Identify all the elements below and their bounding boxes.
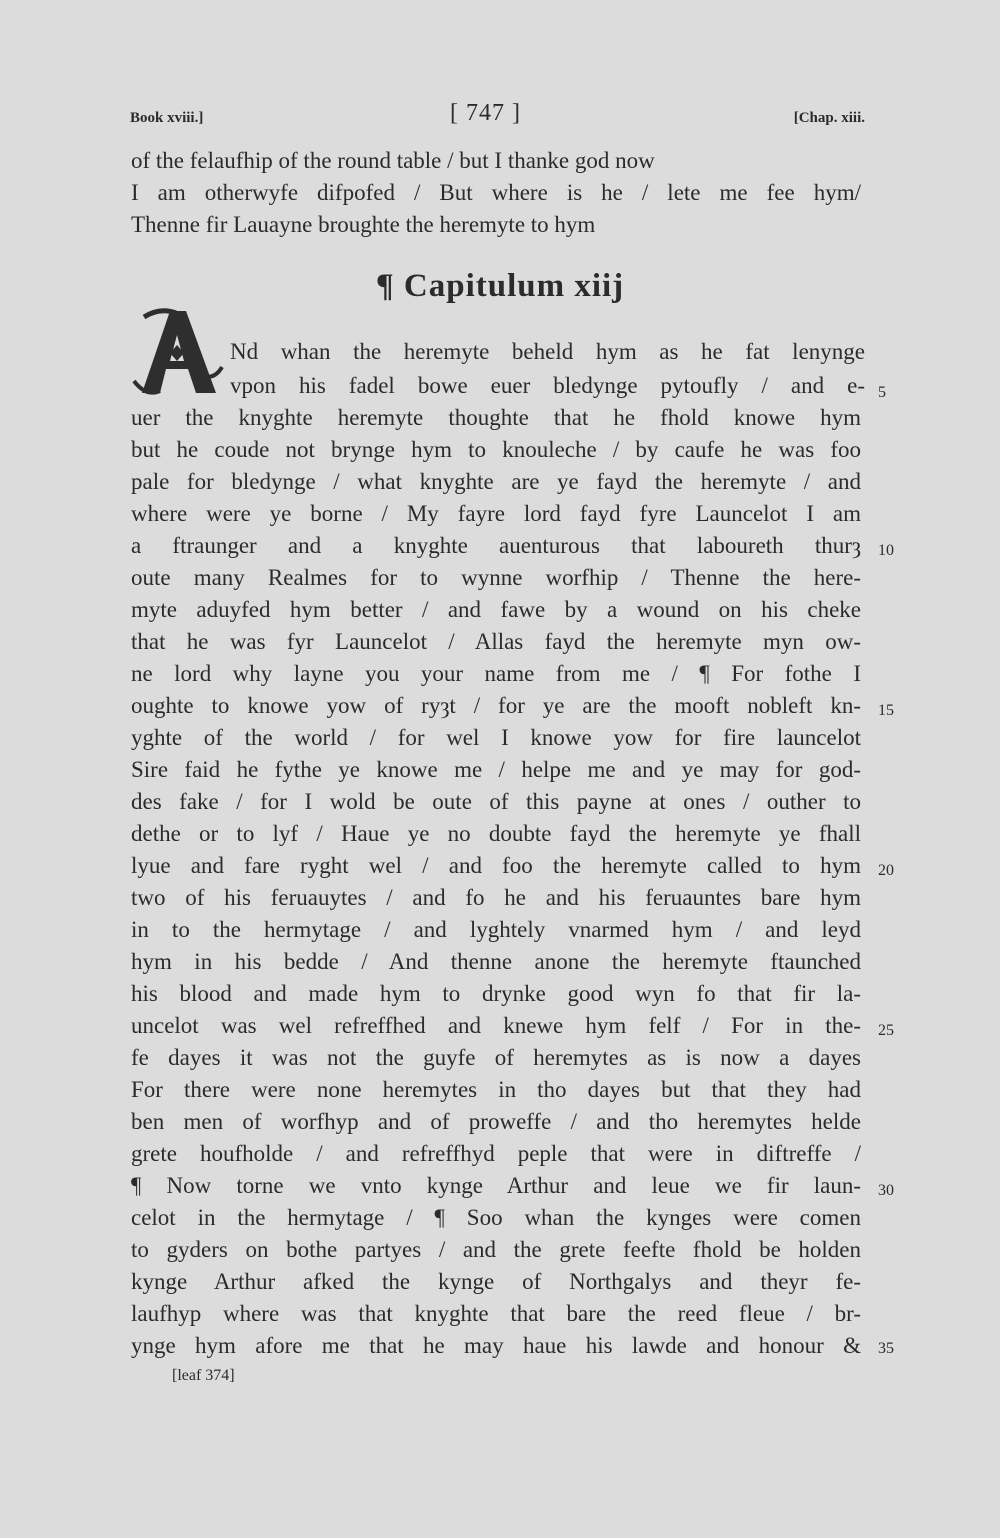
text-line: I am otherwyfe difpofed / But where is he / lete me fee hym/ xyxy=(131,180,861,205)
text-line: two of his feruauytes / and fo he and his feruauntes bare hym xyxy=(131,885,861,910)
text-line: ¶ Now torne we vnto kynge Arthur and leue we fir laun- xyxy=(131,1173,861,1198)
text-line: grete houfholde / and refreffhyd peple that were in diftreffe / xyxy=(131,1141,861,1166)
text-line: lyue and fare ryght wel / and foo the heremyte called to hym xyxy=(131,853,861,878)
text-line: fe dayes it was not the guyfe of heremytes as is now a dayes xyxy=(131,1045,861,1070)
text-line: Sire faid he fythe ye knowe me / helpe me and ye may for god- xyxy=(131,757,861,782)
text-line: oute many Realmes for to wynne worfhip / Thenne the here- xyxy=(131,565,861,590)
text-line: ne lord why layne you your name from me / ¶ For fothe I xyxy=(131,661,861,686)
text-line: des fake / for I wold be oute of this payne at ones / outher to xyxy=(131,789,861,814)
text-line: celot in the hermytage / ¶ Soo whan the kynges were comen xyxy=(131,1205,861,1230)
decorated-initial-letter xyxy=(130,305,225,395)
line-number: 20 xyxy=(878,862,894,879)
text-line: that he was fyr Launcelot / Allas fayd the heremyte myn ow- xyxy=(131,629,861,654)
chapter-heading: ¶ Capitulum xiij xyxy=(375,268,625,304)
line-number: 30 xyxy=(878,1182,894,1199)
text-line: where were ye borne / My fayre lord fayd fyre Launcelot I am xyxy=(131,501,861,526)
text-line: vpon his fadel bowe euer bledynge pytoufly / and e- xyxy=(230,373,865,398)
text-line: to gyders on bothe partyes / and the grete feefte fhold be holden xyxy=(131,1237,861,1262)
line-number: 25 xyxy=(878,1022,894,1039)
text-line: yghte of the world / for wel I knowe yow for fire launcelot xyxy=(131,725,861,750)
text-line: dethe or to lyf / Haue ye no doubte fayd the heremyte ye fhall xyxy=(131,821,861,846)
line-number: 35 xyxy=(878,1340,894,1357)
text-line: kynge Arthur afked the kynge of Northgalys and theyr fe- xyxy=(131,1269,861,1294)
book-number: Book xviii.] xyxy=(130,110,204,126)
line-number: 5 xyxy=(878,384,886,401)
text-line: ynge hym afore me that he may haue his lawde and honour & xyxy=(131,1333,861,1358)
text-line: pale for bledynge / what knyghte are ye fayd the heremyte / and xyxy=(131,469,861,494)
decorated-initial-icon xyxy=(130,305,225,395)
text-line: a ftraunger and a knyghte auenturous that laboureth thurȝ xyxy=(131,533,861,558)
text-line: oughte to knowe yow of ryȝt / for ye are the mooft nobleft kn- xyxy=(131,693,861,718)
text-line: uer the knyghte heremyte thoughte that he fhold knowe hym xyxy=(131,405,861,430)
page-number: [ 747 ] xyxy=(450,100,521,126)
text-line: ben men of worfhyp and of proweffe / and tho heremytes helde xyxy=(131,1109,861,1134)
text-line: his blood and made hym to drynke good wyn fo that fir la- xyxy=(131,981,861,1006)
text-line: but he coude not brynge hym to knouleche / by caufe he was foo xyxy=(131,437,861,462)
chapter-number: [Chap. xiii. xyxy=(793,110,865,126)
line-number: 10 xyxy=(878,542,894,559)
text-line: Thenne fir Lauayne broughte the heremyte to hym xyxy=(131,212,596,237)
text-line: Nd whan the heremyte beheld hym as he fat lenynge xyxy=(230,339,865,364)
text-line: laufhyp where was that knyghte that bare the reed fleue / br- xyxy=(131,1301,861,1326)
line-number: 15 xyxy=(878,702,894,719)
text-line: uncelot was wel refreffhed and knewe hym felf / For in the- xyxy=(131,1013,861,1038)
pilcrow-icon: ¶ xyxy=(375,268,404,304)
text-line: in to the hermytage / and lyghtely vnarmed hym / and leyd xyxy=(131,917,861,942)
text-line: of the felaufhip of the round table / but I thanke god now xyxy=(131,148,655,173)
text-line: hym in his bedde / And thenne anone the heremyte ftaunched xyxy=(131,949,861,974)
text-line: myte aduyfed hym better / and fawe by a wound on his cheke xyxy=(131,597,861,622)
running-header xyxy=(130,100,865,140)
leaf-marker: [leaf 374] xyxy=(172,1367,235,1384)
text-line: For there were none heremytes in tho dayes but that they had xyxy=(131,1077,861,1102)
